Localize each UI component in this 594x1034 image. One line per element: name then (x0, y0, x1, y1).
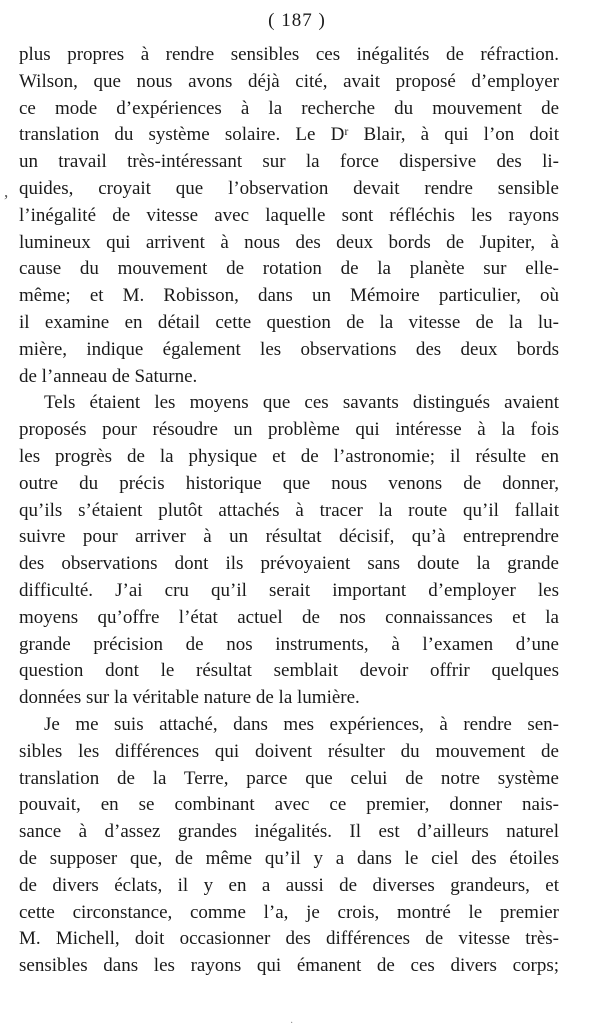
text-line: translation du système solaire. Le Dʳ Blair, à qui l’on doit (19, 124, 559, 146)
text-line: cause du mouvement de rotation de la planète sur elle- (19, 258, 559, 280)
text-line: pouvait, en se combinant avec ce premier, donner nais- (19, 794, 559, 816)
text-line: même; et M. Robisson, dans un Mémoire particulier, où (19, 285, 559, 307)
text-line: ce mode d’expériences à la recherche du mouvement de (19, 97, 559, 119)
text-line: question dont le résultat semblait devoir offrir quelques (19, 660, 559, 682)
text-line: les progrès de la physique et de l’astronomie; il résulte en (19, 445, 559, 467)
text-line: Wilson, que nous avons déjà cité, avait proposé d’employer (19, 70, 559, 92)
text-line: sensibles dans les rayons qui émanent de ces divers corps; (19, 955, 559, 977)
page-number: ( 187 ) (268, 10, 326, 31)
body-text (19, 42, 559, 980)
text-line: sance à d’assez grandes inégalités. Il est d’ailleurs naturel (19, 821, 559, 843)
text-line: proposés pour résoudre un problème qui intéresse à la fois (19, 419, 559, 441)
text-line: translation de la Terre, parce que celui de notre système (19, 767, 559, 789)
text-line: lumineux qui arrivent à nous des deux bords de Jupiter, à (19, 231, 559, 253)
text-line: mière, indique également les observations des deux bords (19, 338, 559, 360)
text-line: difficulté. J’ai cru qu’il serait important d’employer les (19, 579, 559, 601)
text-line: grande précision de nos instruments, à l’examen d’une (19, 633, 559, 655)
text-line: de l’anneau de Saturne. (19, 365, 198, 387)
text-line: cette circonstance, comme l’a, je crois, montré le premier (19, 901, 559, 923)
text-line: qu’ils s’étaient plutôt attachés à tracer la route qu’il fallait (19, 499, 559, 521)
text-line: des observations dont ils prévoyaient sans doute la grande (19, 553, 559, 575)
text-line: suivre pour arriver à un résultat décisif, qu’à entreprendre (19, 526, 559, 548)
text-line: outre du précis historique que nous venons de donner, (19, 472, 559, 494)
text-line: Tels étaient les moyens que ces savants distingués avaient (44, 392, 559, 414)
text-line: quides, croyait que l’observation devait rendre sensible (19, 177, 559, 199)
text-line: Je me suis attaché, dans mes expériences, à rendre sen- (44, 713, 559, 735)
text-line: M. Michell, doit occasionner des différences de vitesse très- (19, 928, 559, 950)
text-line: l’inégalité de vitesse avec laquelle sont réfléchis les rayons (19, 204, 559, 226)
text-line: plus propres à rendre sensibles ces inégalités de réfraction. (19, 44, 559, 65)
bottom-mark: · (290, 1018, 294, 1029)
text-line: données sur la véritable nature de la lumière. (19, 687, 360, 709)
text-line: de supposer que, de même qu’il y a dans le ciel des étoiles (19, 847, 559, 869)
text-line: de divers éclats, il y en a aussi de diverses grandeurs, et (19, 874, 559, 896)
text-line: il examine en détail cette question de la vitesse de la lu- (19, 311, 559, 333)
text-line: moyens qu’offre l’état actuel de nos connaissances et la (19, 606, 559, 628)
margin-mark: , (4, 182, 9, 201)
text-line: sibles les différences qui doivent résulter du mouvement de (19, 740, 559, 762)
text-line: un travail très-intéressant sur la force dispersive des li- (19, 151, 559, 173)
